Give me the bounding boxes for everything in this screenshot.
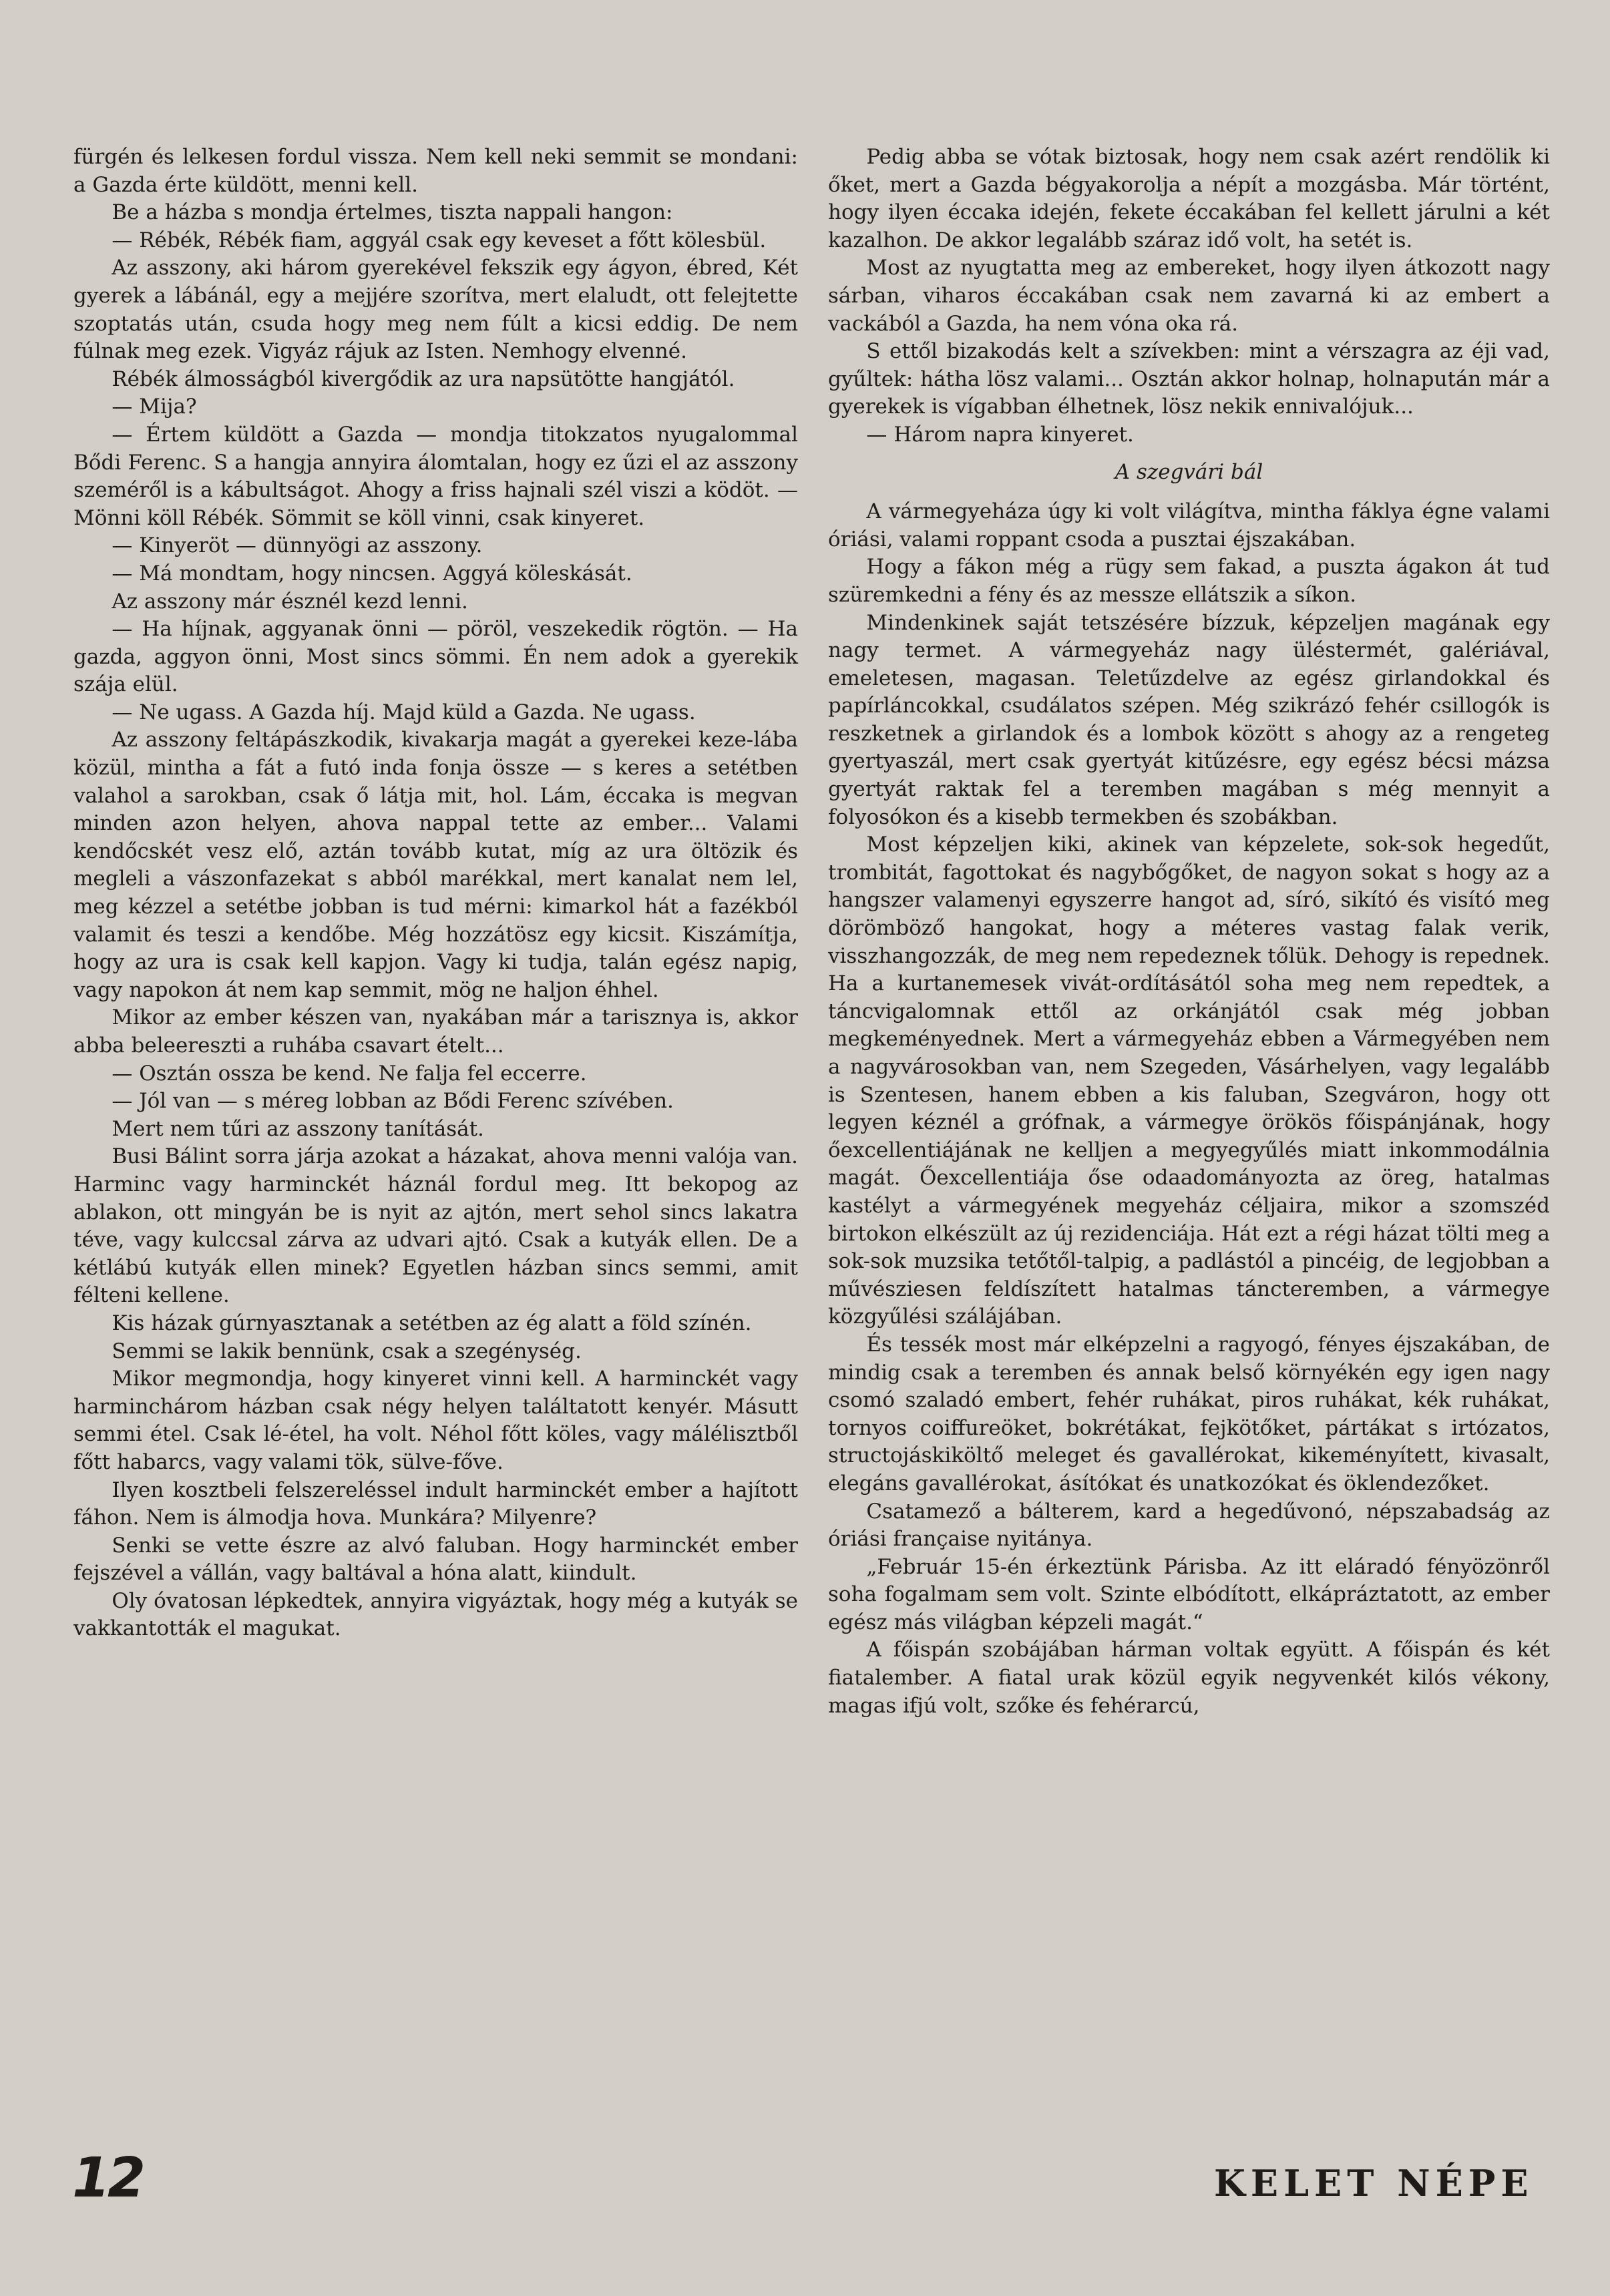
paragraph: Hogy a fákon még a rügy sem fakad, a puszta ágakon át tud szüremkedni a fény és az messze ellátszik a síkon. bbox=[828, 555, 1550, 607]
paragraph: Mindenkinek saját tetszésére bízzuk, képzeljen magának egy nagy termet. A vármegyeház nagy üléstermét, galériával, emeletesen, magasan. Teletűzdelve az egész girlandokkal és papírláncokkal, csudálatos szépen. Még szikrázó fehér csillogók is reszketnek a girlandok és a lombok között s ahogy az a rengeteg gyertyaszál, mert csak gyertyát kitűzésre, egy egész bécsi mázsa gyertyát raktak fel a teremben magában s még mennyit a folyosókon és a kisebb termekben és szobákban. bbox=[828, 610, 1550, 829]
paragraph: Csatamező a bálterem, kard a hegedűvonó, népszabadság az óriási française nyitánya. bbox=[828, 1499, 1550, 1552]
paragraph: — Értem küldött a Gazda — mondja titokzatos nyugalommal Bődi Ferenc. S a hangja annyira álomtalan, hogy ez űzi el az asszony szeméről is a kábultságot. Ahogy a friss hajnali szél viszi a ködöt. — Mönni köll Rébék. Sömmit se köll vinni, csak kinyeret. bbox=[73, 422, 798, 530]
paragraph: S ettől bizakodás kelt a szívekben: mint a vérszagra az éji vad, gyűltek: hátha lösz valami... Osztán akkor holnap, holnapután már a gyerekek is vígabban élhetnek, lösz nekik ennivalójuk... bbox=[828, 339, 1550, 419]
paragraph: — Három napra kinyeret. bbox=[866, 422, 1134, 447]
paragraph: Az asszony már észnél kezd lenni. bbox=[112, 589, 468, 614]
masthead-title: KELET NÉPE bbox=[1214, 2162, 1534, 2205]
paragraph: Rébék álmosságból kivergődik az ura napsütötte hangjától. bbox=[112, 367, 735, 391]
paragraph: — Kinyeröt — dünnyögi az asszony. bbox=[112, 533, 483, 558]
paragraph: Oly óvatosan lépkedtek, annyira vigyáztak, hogy még a kutyák se vakkantották el magukat. bbox=[73, 1588, 798, 1641]
paragraph: — Ha híjnak, aggyanak önni — pöröl, veszekedik rögtön. — Ha gazda, aggyon önni, Most sincs sömmi. Én nem adok a gyerekik szája elül. bbox=[73, 617, 798, 697]
paragraph: A főispán szobájában hárman voltak együtt. A főispán és két fiatalember. A fiatal urak közül egyik negyvenkét kilós vékony, magas ifjú volt, szőke és fehérarcú, bbox=[828, 1638, 1550, 1718]
page-number: 12 bbox=[72, 2146, 144, 2210]
paragraph: Mikor az ember készen van, nyakában már a tarisznya is, akkor abba beleereszti a ruhába csavart ételt... bbox=[73, 1005, 798, 1058]
paragraph: — Rébék, Rébék fiam, aggyál csak egy keveset a főtt kölesbül. bbox=[112, 228, 767, 252]
paragraph: A vármegyeháza úgy ki volt világítva, mintha fáklya égne valami óriási, valami roppant csoda a pusztai éjszakában. bbox=[828, 499, 1550, 551]
paragraph: — Jól van — s méreg lobban az Bődi Ferenc szívében. bbox=[112, 1089, 674, 1114]
paragraph: Senki se vette észre az alvó faluban. Hogy harminckét ember fejszével a vállán, vagy baltával a hóna alatt, kiindult. bbox=[73, 1533, 798, 1586]
paragraph: — Má mondtam, hogy nincsen. Aggyá köleskását. bbox=[112, 561, 632, 586]
section-heading: A szegvári bál bbox=[1115, 459, 1263, 484]
paragraph: Most az nyugtatta meg az embereket, hogy ilyen átkozott nagy sárban, viharos éccakában csak nem zavarná ki az embert a vackából a Gazda, ha nem vóna oka rá. bbox=[828, 256, 1550, 336]
paragraph: Most képzeljen kiki, akinek van képzelete, sok-sok hegedűt, trombitát, fagottokat és nagybőgőket, de nagyon sokat s hogy az a hangszer valamenyi egyszerre hangot ad, síró, sikító és visító meg dörömböző hangokat, hogy a méteres vastag falak verik, visszhangozzák, de meg nem repedeznek tőlük. Dehogy is repednek. Ha a kurtanemesek vivát-ordításától soha meg nem repedtek, a táncvigalomnak ettől az orkánjától csak még jobban megkeményednek. Mert a vármegyeház ebben a Vármegyében nem a nagyvárosokban van, nem Szegeden, Vásárhelyen, vagy legalább is Szentesen, hanem ebben a kis faluban, Szegváron, hogy ott legyen kéznél a grófnak, a vármegye örökös főispánjának, hogy őexcellentiájának ne kelljen a megyegyűlés miatt inkommodálnia magát. Őexcellentiája őse odaadományozta az öreg, hatalmas kastélyt a vármegyének megyeház céljaira, mikor a szomszéd birtokon elkészült az új rezidenciája. Hát ezt a régi házat tölti meg a sok-sok muzsika tetőtől-talpig, a padlástól a pincéig, de legjobban a művésziesen feldíszített hatalmas táncteremben, a vármegye közgyűlési szálájában. bbox=[828, 833, 1550, 1329]
paragraph: fürgén és lelkesen fordul vissza. Nem kell neki semmit se mondani: a Gazda érte küldött, menni kell. bbox=[73, 145, 798, 197]
paragraph: — Osztán ossza be kend. Ne falja fel eccerre. bbox=[112, 1061, 587, 1086]
paragraph: Mikor megmondja, hogy kinyeret vinni kell. A harminckét vagy harminchárom házban csak négy helyen találtatott kenyér. Másutt semmi étel. Csak lé-étel, ha volt. Néhol főtt köles, vagy málélisztből főtt habarcs, vagy valami tök, sülve-főve. bbox=[73, 1367, 798, 1474]
paragraph: Be a házba s mondja értelmes, tiszta nappali hangon: bbox=[112, 200, 673, 225]
right-text-column bbox=[828, 144, 1550, 1720]
paragraph: „Február 15-én érkeztünk Párisba. Az itt eláradó fényözönről soha fogalmam sem volt. Szinte elbódított, elkápráztatott, az ember egész más világban képzeli magát.“ bbox=[828, 1554, 1550, 1634]
paragraph: Kis házak gúrnyasztanak a setétben az ég alatt a föld színén. bbox=[112, 1311, 752, 1335]
paragraph: Pedig abba se vótak biztosak, hogy nem csak azért rendölik ki őket, mert a Gazda bégyakorolja a népít a mozgásba. Már történt, hogy ilyen éccaka idején, fekete éccakában fel kellett járulni a két kazalhon. De akkor legalább száraz idő volt, ha setét is. bbox=[828, 145, 1550, 252]
paragraph: Semmi se lakik bennünk, csak a szegénység. bbox=[112, 1339, 582, 1363]
left-text-column bbox=[73, 144, 798, 1643]
paragraph: Az asszony, aki három gyerekével fekszik egy ágyon, ébred, Két gyerek a lábánál, egy a mejjére szorítva, mert elaludt, ott felejtette szoptatás után, csuda hogy meg nem fúlt a kicsi eddig. De nem fúlnak meg ezek. Vigyáz rájuk az Isten. Nemhogy elvenné. bbox=[73, 256, 798, 364]
paragraph: — Ne ugass. A Gazda híj. Majd küld a Gazda. Ne ugass. bbox=[112, 700, 696, 724]
paragraph: Busi Bálint sorra járja azokat a házakat, ahova menni valója van. Harminc vagy harminckét háznál fordul meg. Itt bekopog az ablakon, ott mingyán be is nyit az ajtón, mert sehol sincs lakatra téve, vagy kulccsal zárva az udvari ajtó. Csak a kutyák ellen. De a kétlábú kutyák ellen minek? Egyetlen házban sincs semmi, amit félteni kellene. bbox=[73, 1144, 798, 1308]
paragraph: Mert nem tűri az asszony tanítását. bbox=[112, 1116, 484, 1141]
paragraph: Ilyen kosztbeli felszereléssel indult harminckét ember a hajított fáhon. Nem is álmodja hova. Munkára? Milyenre? bbox=[73, 1477, 798, 1530]
paragraph: Az asszony feltápászkodik, kivakarja magát a gyerekei keze-lába közül, mintha a fát a futó inda fonja össze — s keres a setétben valahol a sarokban, csak ő látja mit, hol. Lám, éccaka is megvan minden azon helyen, ahova nappal tette az ember... Valami kendőcskét vesz elő, aztán tovább kutat, míg az ura öltözik és megleli a vászonfazekat s abból marékkal, mert kanalat nem lel, meg kézzel a setétbe jobban is tud mérni: kimarkol hát a fazékból valamit és teszi a kendőbe. Még hozzátösz egy kicsit. Kiszámítja, hogy az ura is csak kell kapjon. Vagy ki tudja, talán egész napig, vagy napokon át nem kap semmit, mög ne haljon éhhel. bbox=[73, 728, 798, 1002]
paragraph: És tessék most már elképzelni a ragyogó, fényes éjszakában, de mindig csak a teremben és annak belső környékén egy igen nagy csomó szaladó embert, fehér ruhákat, piros ruhákat, kék ruhákat, tornyos coiffureöket, bokrétákat, fejkötőket, pártákat s irtózatos, structojáskiköltő meleget és gavallérokat, kikeményített, kivasalt, elegáns gavallérokat, ásítókat és unatkozókat és öklendezőket. bbox=[828, 1332, 1550, 1496]
paragraph: — Mija? bbox=[112, 395, 197, 419]
